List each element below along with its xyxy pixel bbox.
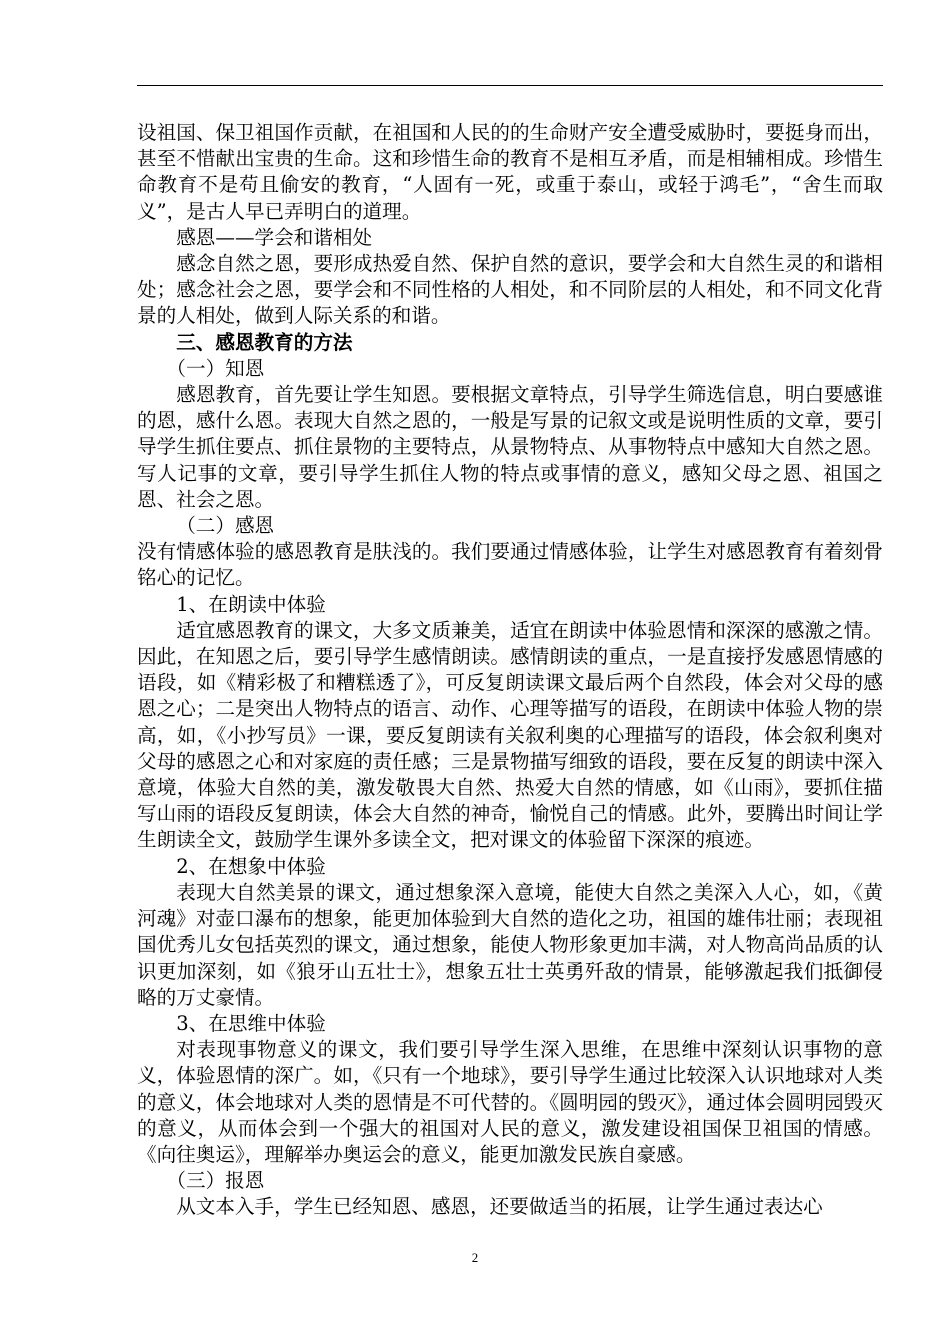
body-text <box>137 120 883 1221</box>
paragraph: 2、在想象中体验 <box>176 854 326 878</box>
paragraph: 从文本入手，学生已经知恩、感恩，还要做适当的拓展，让学生通过表达心 <box>176 1195 823 1219</box>
section-heading: 三、感恩教育的方法 <box>176 330 353 354</box>
paragraph: 对表现事物意义的课文，我们要引导学生深入思维，在思维中深刻认识事物的意义，体验恩情的深广。如，《只有一个地球》，要引导学生通过比较深入认识地球对人类的意义，体会地球对人类的恩情是不可代替的。《圆明园的毁灭》，通过体会圆明园毁灭的意义，从而体会到一个强大的祖国对人民的意义，激发建设祖国保卫祖国的情感。《向往奥运》，理解举办奥运会的意义，能更加激发民族自豪感。 <box>137 1038 883 1166</box>
paragraph: 感恩教育，首先要让学生知恩。要根据文章特点，引导学生筛选信息，明白要感谁的恩，感什么恩。表现大自然之恩的，一般是写景的记叙文或是说明性质的文章，要引导学生抓住要点、抓住景物的主要特点，从景物特点、从事物特点中感知大自然之恩。写人记事的文章，要引导学生抓住人物的特点或事情的意义，感知父母之恩、祖国之恩、社会之恩。 <box>137 383 883 511</box>
paragraph: 感恩——学会和谐相处 <box>176 225 373 249</box>
paragraph: （二）感恩 <box>176 514 275 538</box>
paragraph: 适宜感恩教育的课文，大多文质兼美，适宜在朗读中体验恩情和深深的感激之情。因此，在知恩之后，要引导学生感情朗读。感情朗读的重点，一是直接抒发感恩情感的语段，如《精彩极了和糟糕透了》，可反复朗读课文最后两个自然段，体会对父母的感恩之心；二是突出人物特点的语言、动作、心理等描写的语段，在朗读中体验人物的崇高，如，《小抄写员》一课，要反复朗读有关叙利奥的心理描写的语段，体会叙利奥对父母的感恩之心和对家庭的责任感；三是景物描写细致的语段，要在反复的朗读中深入意境，体验大自然的美，激发敬畏大自然、热爱大自然的情感，如《山雨》，要抓住描写山雨的语段反复朗读，体会大自然的神奇，愉悦自己的情感。此外，要腾出时间让学生朗读全文，鼓励学生课外多读全文，把对课文的体验留下深深的痕迹。 <box>137 618 883 852</box>
paragraph: 感念自然之恩，要形成热爱自然、保护自然的意识，要学会和大自然生灵的和谐相处；感念社会之恩，要学会和不同性格的人相处，和不同阶层的人相处，和不同文化背景的人相处，做到人际关系的和谐。 <box>137 252 883 328</box>
page-number: 2 <box>471 1250 479 1265</box>
paragraph: （三）报恩 <box>166 1169 265 1193</box>
paragraph: 1、在朗读中体验 <box>176 592 326 616</box>
paragraph: 设祖国、保卫祖国作贡献，在祖国和人民的的生命财产安全遭受威胁时，要挺身而出，甚至不惜献出宝贵的生命。这和珍惜生命的教育不是相互矛盾，而是相辅相成。珍惜生命教育不是苟且偷安的教育，“人固有一死，或重于泰山，或轻于鸿毛”，“舍生而取义”，是古人早已弄明白的道理。 <box>137 121 883 223</box>
header-rule <box>137 85 883 86</box>
paragraph: 3、在思维中体验 <box>176 1011 326 1035</box>
paragraph: （一）知恩 <box>166 356 265 380</box>
paragraph: 表现大自然美景的课文，通过想象深入意境，能使大自然之美深入人心，如，《黄河魂》对壶口瀑布的想象，能更加体验到大自然的造化之功，祖国的雄伟壮丽；表现祖国优秀儿女包括英烈的课文，通过想象，能使人物形象更加丰满，对人物高尚品质的认识更加深刻，如《狼牙山五壮士》，想象五壮士英勇歼敌的情景，能够激起我们抵御侵略的万丈豪情。 <box>137 880 883 1009</box>
paragraph: 没有情感体验的感恩教育是肤浅的。我们要通过情感体验，让学生对感恩教育有着刻骨铭心的记忆。 <box>137 540 883 590</box>
